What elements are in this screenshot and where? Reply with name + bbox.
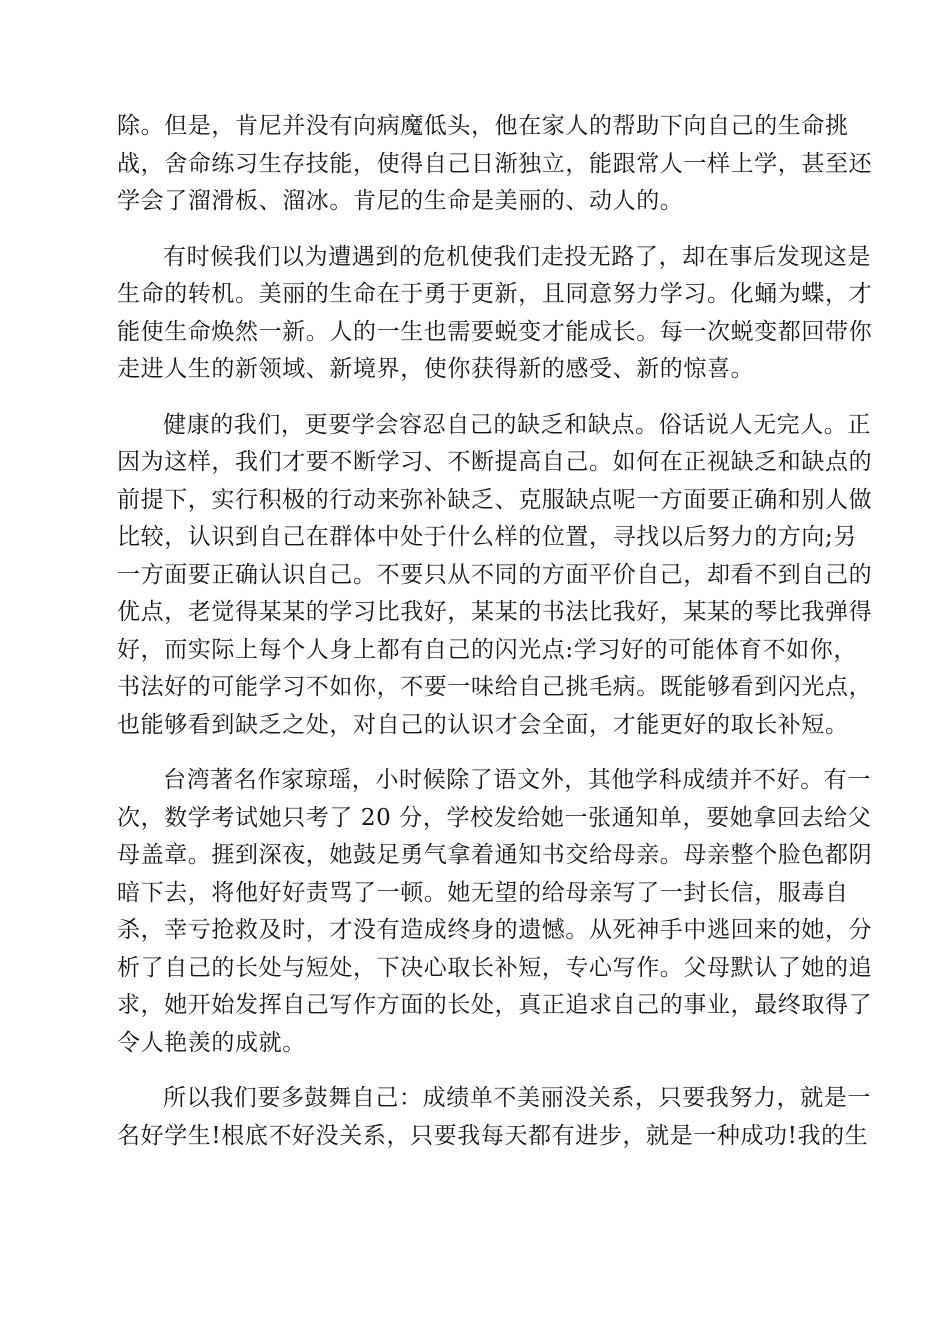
text-line: 也能够看到缺乏之处，对自己的认识才会全面，才能更好的取长补短。 [117,711,849,738]
text-line: 能使生命焕然一新。人的一生也需要蜕变才能成长。每一次蜕变都回带你 [117,318,873,345]
text-line: 学会了溜滑板、溜冰。肯尼的生命是美丽的、动人的。 [117,188,684,214]
paragraph [117,762,873,1062]
text-line: 好，而实际上每个人身上都有自己的闪光点:学习好的可能体育不如你， [117,636,857,663]
text-line: 杀，幸亏抢救及时，才没有造成终身的遗憾。从死神手中逃回来的她，分 [117,917,873,943]
text-line: 母盖章。捱到深夜，她鼓足勇气拿着通知书交给母亲。母亲整个脸色都阴 [117,842,873,868]
text-line: 书法好的可能学习不如你，不要一味给自己挑毛病。既能够看到闪光点， [117,674,873,700]
text-line: 析了自己的长处与短处，下决心取长补短，专心写作。父母默认了她的追 [117,954,873,981]
text-line: 令人艳羡的成就。 [117,1029,306,1056]
text-line: 健康的我们，更要学会容忍自己的缺乏和缺点。俗话说人无完人。正 [163,411,871,438]
text-line: 求，她开始发挥自己写作方面的长处，真正追求自己的事业，最终取得了 [117,992,873,1018]
paragraph [117,108,873,221]
text-line: 次，数学考试她只考了 20 分，学校发给她一张通知单，要她拿回去给父 [117,804,872,831]
text-line: 生命的转机。美丽的生命在于勇于更新，且同意努力学习。化蛹为蝶，才 [117,281,873,307]
text-line: 战，舍命练习生存技能，使得自己日渐独立，能跟常人一样上学，甚至还 [117,150,873,177]
paragraph [117,239,873,389]
paragraph [117,1080,871,1155]
text-line: 暗下去，将他好好责骂了一顿。她无望的给母亲写了一封长信，服毒自 [117,879,849,906]
text-line: 前提下，实行积极的行动来弥补缺乏、克服缺点呢一方面要正确和别人做 [117,486,873,513]
text-line: 优点，老觉得某某的学习比我好，某某的书法比我好，某某的琴比我弹得 [117,599,873,625]
text-line: 走进人生的新领域、新境界，使你获得新的感受、新的惊喜。 [117,356,755,382]
text-line: 台湾著名作家琼瑶，小时候除了语文外，其他学科成绩并不好。有一 [163,767,871,793]
text-line: 因为这样，我们才要不断学习、不断提高自己。如何在正视缺乏和缺点的 [117,449,873,475]
text-line: 有时候我们以为遭遇到的危机使我们走投无路了，却在事后发现这是 [163,243,871,270]
text-line: 比较，认识到自己在群体中处于什么样的位置，寻找以后努力的方向;另 [117,524,857,550]
text-line: 所以我们要多鼓舞自己：成绩单不美丽没关系，只要我努力，就是一 [163,1085,871,1111]
text-line: 除。但是，肯尼并没有向病魔低头，他在家人的帮助下向自己的生命挑 [117,113,849,139]
document-body [117,108,873,1173]
text-line: 一方面要正确认识自己。不要只从不同的方面平价自己，却看不到自己的 [117,561,873,588]
text-line: 名好学生!根底不好没关系，只要我每天都有进步，就是一种成功!我的生 [117,1122,869,1149]
paragraph [117,407,873,745]
